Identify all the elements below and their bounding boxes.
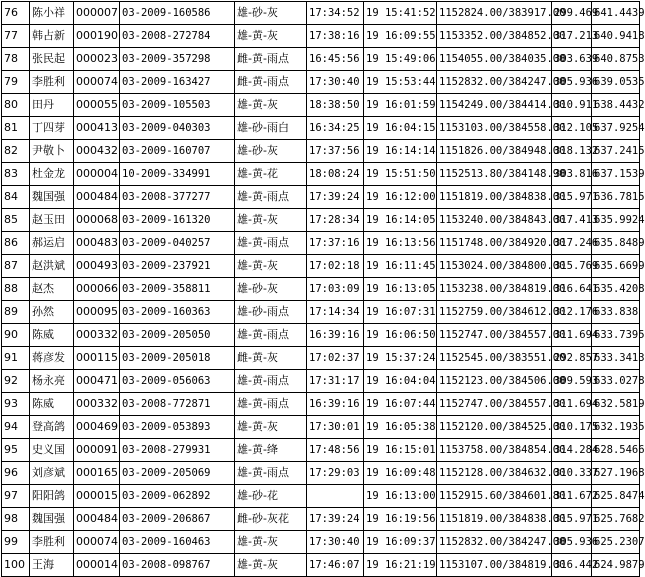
basket-time-cell: 17:30:40 — [307, 531, 364, 554]
feather-cell: 雄-黄-灰 — [235, 94, 307, 117]
basket-time-cell: 17:38:16 — [307, 25, 364, 48]
ring-number-cell: 03-2008-279931 — [120, 439, 235, 462]
ring-number-cell: 03-2009-237921 — [120, 255, 235, 278]
coordinate-cell: 1153024.00/384800.00 — [437, 255, 552, 278]
arrival-time-cell: 19 16:13:56 — [364, 232, 437, 255]
coordinate-cell: 1153238.00/384819.00 — [437, 278, 552, 301]
distance-cell: 311.694 — [552, 393, 592, 416]
club-id-cell: 000095 — [74, 301, 120, 324]
club-id-cell: 000432 — [74, 140, 120, 163]
feather-cell: 雄-黄-雨点 — [235, 186, 307, 209]
coordinate-cell: 1152120.00/384525.00 — [437, 416, 552, 439]
arrival-time-cell: 19 16:11:45 — [364, 255, 437, 278]
speed-cell: 624.9879 — [592, 554, 640, 577]
speed-cell: 635.6699 — [592, 255, 640, 278]
basket-time-cell: 17:14:34 — [307, 301, 364, 324]
rank-cell: 83 — [2, 163, 30, 186]
name-cell: 陈威 — [30, 393, 74, 416]
basket-time-cell: 17:37:56 — [307, 140, 364, 163]
table-row — [2, 416, 640, 439]
coordinate-cell: 1154055.00/384035.00 — [437, 48, 552, 71]
name-cell: 陈小祥 — [30, 2, 74, 25]
arrival-time-cell: 19 16:21:19 — [364, 554, 437, 577]
table-row — [2, 209, 640, 232]
name-cell: 郝运启 — [30, 232, 74, 255]
rank-cell: 79 — [2, 71, 30, 94]
feather-cell: 雄-砂-雨点 — [235, 301, 307, 324]
speed-cell: 633.7395 — [592, 324, 640, 347]
ring-number-cell: 03-2009-160363 — [120, 301, 235, 324]
basket-time-cell: 17:29:03 — [307, 462, 364, 485]
feather-cell: 雌-砂-灰花 — [235, 508, 307, 531]
coordinate-cell: 1154249.00/384414.00 — [437, 94, 552, 117]
coordinate-cell: 1152123.00/384506.00 — [437, 370, 552, 393]
basket-time-cell: 17:37:16 — [307, 232, 364, 255]
coordinate-cell: 1152747.00/384557.00 — [437, 324, 552, 347]
basket-time-cell: 16:39:16 — [307, 393, 364, 416]
distance-cell: 311.672 — [552, 485, 592, 508]
coordinate-cell: 1153240.00/384843.00 — [437, 209, 552, 232]
arrival-time-cell: 19 15:51:50 — [364, 163, 437, 186]
distance-cell: 310.175 — [552, 416, 592, 439]
arrival-time-cell: 19 16:13:00 — [364, 485, 437, 508]
feather-cell: 雄-砂-花 — [235, 485, 307, 508]
name-cell: 蒋彦发 — [30, 347, 74, 370]
rank-cell: 84 — [2, 186, 30, 209]
arrival-time-cell: 19 16:07:44 — [364, 393, 437, 416]
rank-cell: 97 — [2, 485, 30, 508]
basket-time-cell: 17:31:17 — [307, 370, 364, 393]
arrival-time-cell: 19 16:09:48 — [364, 462, 437, 485]
distance-cell: 312.176 — [552, 301, 592, 324]
results-body — [2, 2, 645, 577]
club-id-cell: 000471 — [74, 370, 120, 393]
feather-cell: 雄-黄-花 — [235, 163, 307, 186]
ring-number-cell: 03-2009-062892 — [120, 485, 235, 508]
table-row — [2, 140, 640, 163]
name-cell: 丁四芽 — [30, 117, 74, 140]
distance-cell: 299.469 — [552, 2, 592, 25]
coordinate-cell: 1151748.00/384920.00 — [437, 232, 552, 255]
speed-cell: 633.838 — [592, 301, 640, 324]
speed-cell: 636.7815 — [592, 186, 640, 209]
basket-time-cell: 18:38:50 — [307, 94, 364, 117]
feather-cell: 雄-黄-灰 — [235, 531, 307, 554]
coordinate-cell: 1152128.00/384632.00 — [437, 462, 552, 485]
feather-cell: 雄-黄-灰 — [235, 255, 307, 278]
basket-time-cell: 18:08:24 — [307, 163, 364, 186]
name-cell: 田丹 — [30, 94, 74, 117]
feather-cell: 雌-黄-雨点 — [235, 71, 307, 94]
basket-time-cell: 17:39:24 — [307, 186, 364, 209]
name-cell: 赵玉田 — [30, 209, 74, 232]
table-row — [2, 2, 640, 25]
name-cell: 孙然 — [30, 301, 74, 324]
arrival-time-cell: 19 16:06:50 — [364, 324, 437, 347]
arrival-time-cell: 19 16:09:37 — [364, 531, 437, 554]
basket-time-cell: 16:34:25 — [307, 117, 364, 140]
feather-cell: 雄-黄-雨点 — [235, 462, 307, 485]
name-cell: 韩占新 — [30, 25, 74, 48]
coordinate-cell: 1151819.00/384838.00 — [437, 508, 552, 531]
ring-number-cell: 03-2008-377277 — [120, 186, 235, 209]
feather-cell: 雄-砂-灰 — [235, 140, 307, 163]
arrival-time-cell: 19 16:14:14 — [364, 140, 437, 163]
rank-cell: 98 — [2, 508, 30, 531]
ring-number-cell: 03-2009-105503 — [120, 94, 235, 117]
club-id-cell: 000484 — [74, 186, 120, 209]
table-row — [2, 531, 640, 554]
name-cell: 杨永亮 — [30, 370, 74, 393]
name-cell: 史义国 — [30, 439, 74, 462]
club-id-cell: 000074 — [74, 531, 120, 554]
rank-cell: 85 — [2, 209, 30, 232]
speed-cell: 633.3413 — [592, 347, 640, 370]
name-cell: 刘彦斌 — [30, 462, 74, 485]
name-cell: 张民起 — [30, 48, 74, 71]
speed-cell: 637.2415 — [592, 140, 640, 163]
name-cell: 阳阳鸽 — [30, 485, 74, 508]
rank-cell: 100 — [2, 554, 30, 577]
coordinate-cell: 1151826.00/384948.00 — [437, 140, 552, 163]
table-row — [2, 186, 640, 209]
club-id-cell: 000014 — [74, 554, 120, 577]
feather-cell: 雄-黄-灰 — [235, 25, 307, 48]
table-row — [2, 554, 640, 577]
coordinate-cell: 1153758.00/384854.00 — [437, 439, 552, 462]
ring-number-cell: 03-2009-040257 — [120, 232, 235, 255]
rank-cell: 82 — [2, 140, 30, 163]
feather-cell: 雄-黄-灰 — [235, 554, 307, 577]
arrival-time-cell: 19 16:14:05 — [364, 209, 437, 232]
arrival-time-cell: 19 16:12:00 — [364, 186, 437, 209]
ring-number-cell: 03-2009-040303 — [120, 117, 235, 140]
distance-cell: 310.911 — [552, 94, 592, 117]
table-row — [2, 301, 640, 324]
basket-time-cell: 17:30:40 — [307, 71, 364, 94]
ring-number-cell: 03-2009-206867 — [120, 508, 235, 531]
ring-number-cell: 03-2008-098767 — [120, 554, 235, 577]
name-cell: 王海 — [30, 554, 74, 577]
name-cell: 杜金龙 — [30, 163, 74, 186]
name-cell: 尹敬卜 — [30, 140, 74, 163]
club-id-cell: 000469 — [74, 416, 120, 439]
table-row — [2, 278, 640, 301]
rank-cell: 96 — [2, 462, 30, 485]
name-cell: 登高鸽 — [30, 416, 74, 439]
arrival-time-cell: 19 16:15:01 — [364, 439, 437, 462]
ring-number-cell: 03-2009-357298 — [120, 48, 235, 71]
table-row — [2, 347, 640, 370]
coordinate-cell: 1152832.00/384247.00 — [437, 71, 552, 94]
ring-number-cell: 03-2009-160586 — [120, 2, 235, 25]
club-id-cell: 000066 — [74, 278, 120, 301]
arrival-time-cell: 19 15:41:52 — [364, 2, 437, 25]
arrival-time-cell: 19 16:19:56 — [364, 508, 437, 531]
table-row — [2, 255, 640, 278]
distance-cell: 317.213 — [552, 25, 592, 48]
feather-cell: 雄-黄-雨点 — [235, 324, 307, 347]
speed-cell: 625.7682 — [592, 508, 640, 531]
feather-cell: 雄-黄-灰 — [235, 209, 307, 232]
club-id-cell: 000484 — [74, 508, 120, 531]
speed-cell: 625.8474 — [592, 485, 640, 508]
distance-cell: 315.971 — [552, 186, 592, 209]
distance-cell: 292.857 — [552, 347, 592, 370]
speed-cell: 635.8489 — [592, 232, 640, 255]
arrival-time-cell: 19 15:49:06 — [364, 48, 437, 71]
ring-number-cell: 03-2009-163427 — [120, 71, 235, 94]
basket-time-cell: 17:03:09 — [307, 278, 364, 301]
rank-cell: 89 — [2, 301, 30, 324]
basket-time-cell: 17:02:37 — [307, 347, 364, 370]
basket-time-cell: 16:39:16 — [307, 324, 364, 347]
basket-time-cell: 16:45:56 — [307, 48, 364, 71]
ring-number-cell: 03-2009-053893 — [120, 416, 235, 439]
rank-cell: 90 — [2, 324, 30, 347]
feather-cell: 雄-黄-雨点 — [235, 393, 307, 416]
name-cell: 李胜利 — [30, 531, 74, 554]
table-row — [2, 232, 640, 255]
arrival-time-cell: 19 15:37:24 — [364, 347, 437, 370]
speed-cell: 632.1935 — [592, 416, 640, 439]
distance-cell: 315.769 — [552, 255, 592, 278]
ring-number-cell: 03-2008-772871 — [120, 393, 235, 416]
race-results-table — [1, 1, 645, 577]
coordinate-cell: 1152915.60/384601.80 — [437, 485, 552, 508]
speed-cell: 627.1968 — [592, 462, 640, 485]
ring-number-cell: 03-2009-358811 — [120, 278, 235, 301]
speed-cell: 633.0278 — [592, 370, 640, 393]
coordinate-cell: 1151819.00/384838.00 — [437, 186, 552, 209]
table-row — [2, 117, 640, 140]
table-row — [2, 393, 640, 416]
results-sheet — [1, 1, 645, 577]
rank-cell: 81 — [2, 117, 30, 140]
rank-cell: 77 — [2, 25, 30, 48]
table-row — [2, 48, 640, 71]
distance-cell: 316.442 — [552, 554, 592, 577]
ring-number-cell: 03-2008-272784 — [120, 25, 235, 48]
table-row — [2, 462, 640, 485]
basket-time-cell: 17:39:24 — [307, 508, 364, 531]
basket-time-cell: 17:02:18 — [307, 255, 364, 278]
arrival-time-cell: 19 16:04:15 — [364, 117, 437, 140]
arrival-time-cell: 19 16:05:38 — [364, 416, 437, 439]
name-cell: 赵洪斌 — [30, 255, 74, 278]
arrival-time-cell: 19 16:01:59 — [364, 94, 437, 117]
distance-cell: 317.246 — [552, 232, 592, 255]
rank-cell: 95 — [2, 439, 30, 462]
distance-cell: 318.132 — [552, 140, 592, 163]
speed-cell: 639.0535 — [592, 71, 640, 94]
rank-cell: 91 — [2, 347, 30, 370]
speed-cell: 628.5466 — [592, 439, 640, 462]
distance-cell: 303.816 — [552, 163, 592, 186]
table-row — [2, 25, 640, 48]
name-cell: 陈威 — [30, 324, 74, 347]
arrival-time-cell: 19 15:53:44 — [364, 71, 437, 94]
name-cell: 赵杰 — [30, 278, 74, 301]
club-id-cell: 000068 — [74, 209, 120, 232]
feather-cell: 雄-黄-灰 — [235, 416, 307, 439]
ring-number-cell: 10-2009-334991 — [120, 163, 235, 186]
club-id-cell: 000493 — [74, 255, 120, 278]
distance-cell: 314.284 — [552, 439, 592, 462]
basket-time-cell: 17:46:07 — [307, 554, 364, 577]
feather-cell: 雄-黄-雨点 — [235, 232, 307, 255]
rank-cell: 87 — [2, 255, 30, 278]
distance-cell: 305.936 — [552, 531, 592, 554]
distance-cell: 305.936 — [552, 71, 592, 94]
name-cell: 李胜利 — [30, 71, 74, 94]
table-row — [2, 324, 640, 347]
feather-cell: 雌-黄-雨点 — [235, 48, 307, 71]
feather-cell: 雄-砂-灰 — [235, 2, 307, 25]
distance-cell: 311.694 — [552, 324, 592, 347]
coordinate-cell: 1153103.00/384558.00 — [437, 117, 552, 140]
table-row — [2, 508, 640, 531]
club-id-cell: 000165 — [74, 462, 120, 485]
ring-number-cell: 03-2009-056063 — [120, 370, 235, 393]
feather-cell: 雄-黄-绛 — [235, 439, 307, 462]
rank-cell: 86 — [2, 232, 30, 255]
club-id-cell: 000332 — [74, 324, 120, 347]
table-row — [2, 370, 640, 393]
distance-cell: 312.105 — [552, 117, 592, 140]
speed-cell: 635.4208 — [592, 278, 640, 301]
speed-cell: 635.9924 — [592, 209, 640, 232]
club-id-cell: 000115 — [74, 347, 120, 370]
coordinate-cell: 1152513.80/384148.90 — [437, 163, 552, 186]
rank-cell: 92 — [2, 370, 30, 393]
rank-cell: 78 — [2, 48, 30, 71]
speed-cell: 632.5819 — [592, 393, 640, 416]
table-row — [2, 485, 640, 508]
club-id-cell: 000091 — [74, 439, 120, 462]
ring-number-cell: 03-2009-160707 — [120, 140, 235, 163]
coordinate-cell: 1152824.00/383917.00 — [437, 2, 552, 25]
ring-number-cell: 03-2009-161320 — [120, 209, 235, 232]
speed-cell: 625.2307 — [592, 531, 640, 554]
ring-number-cell: 03-2009-205050 — [120, 324, 235, 347]
name-cell: 魏国强 — [30, 508, 74, 531]
speed-cell: 640.8753 — [592, 48, 640, 71]
club-id-cell: 000190 — [74, 25, 120, 48]
club-id-cell: 000015 — [74, 485, 120, 508]
speed-cell: 638.4432 — [592, 94, 640, 117]
rank-cell: 93 — [2, 393, 30, 416]
basket-time-cell: 17:48:56 — [307, 439, 364, 462]
speed-cell: 637.9254 — [592, 117, 640, 140]
basket-time-cell — [307, 485, 364, 508]
table-row — [2, 439, 640, 462]
club-id-cell: 000413 — [74, 117, 120, 140]
arrival-time-cell: 19 16:09:55 — [364, 25, 437, 48]
club-id-cell: 000332 — [74, 393, 120, 416]
feather-cell: 雄-砂-雨白 — [235, 117, 307, 140]
coordinate-cell: 1152759.00/384612.00 — [437, 301, 552, 324]
basket-time-cell: 17:30:01 — [307, 416, 364, 439]
distance-cell: 303.639 — [552, 48, 592, 71]
ring-number-cell: 03-2009-160463 — [120, 531, 235, 554]
coordinate-cell: 1153352.00/384852.00 — [437, 25, 552, 48]
name-cell: 魏国强 — [30, 186, 74, 209]
distance-cell: 316.641 — [552, 278, 592, 301]
distance-cell: 317.413 — [552, 209, 592, 232]
rank-cell: 88 — [2, 278, 30, 301]
feather-cell: 雄-砂-灰 — [235, 278, 307, 301]
arrival-time-cell: 19 16:13:05 — [364, 278, 437, 301]
rank-cell: 94 — [2, 416, 30, 439]
club-id-cell: 000074 — [74, 71, 120, 94]
club-id-cell: 000004 — [74, 163, 120, 186]
club-id-cell: 000023 — [74, 48, 120, 71]
coordinate-cell: 1153107.00/384819.00 — [437, 554, 552, 577]
feather-cell: 雌-黄-灰 — [235, 347, 307, 370]
distance-cell: 310.337 — [552, 462, 592, 485]
club-id-cell: 000007 — [74, 2, 120, 25]
table-row — [2, 163, 640, 186]
speed-cell: 640.9418 — [592, 25, 640, 48]
rank-cell: 76 — [2, 2, 30, 25]
basket-time-cell: 17:28:34 — [307, 209, 364, 232]
coordinate-cell: 1152545.00/383551.00 — [437, 347, 552, 370]
feather-cell: 雄-黄-雨点 — [235, 370, 307, 393]
rank-cell: 99 — [2, 531, 30, 554]
basket-time-cell: 17:34:52 — [307, 2, 364, 25]
speed-cell: 641.4439 — [592, 2, 640, 25]
table-row — [2, 94, 640, 117]
speed-cell: 637.1539 — [592, 163, 640, 186]
rank-cell: 80 — [2, 94, 30, 117]
club-id-cell: 000483 — [74, 232, 120, 255]
ring-number-cell: 03-2009-205018 — [120, 347, 235, 370]
table-row — [2, 71, 640, 94]
arrival-time-cell: 19 16:04:04 — [364, 370, 437, 393]
distance-cell: 315.971 — [552, 508, 592, 531]
distance-cell: 309.593 — [552, 370, 592, 393]
arrival-time-cell: 19 16:07:31 — [364, 301, 437, 324]
ring-number-cell: 03-2009-205069 — [120, 462, 235, 485]
club-id-cell: 000055 — [74, 94, 120, 117]
coordinate-cell: 1152747.00/384557.00 — [437, 393, 552, 416]
coordinate-cell: 1152832.00/384247.00 — [437, 531, 552, 554]
